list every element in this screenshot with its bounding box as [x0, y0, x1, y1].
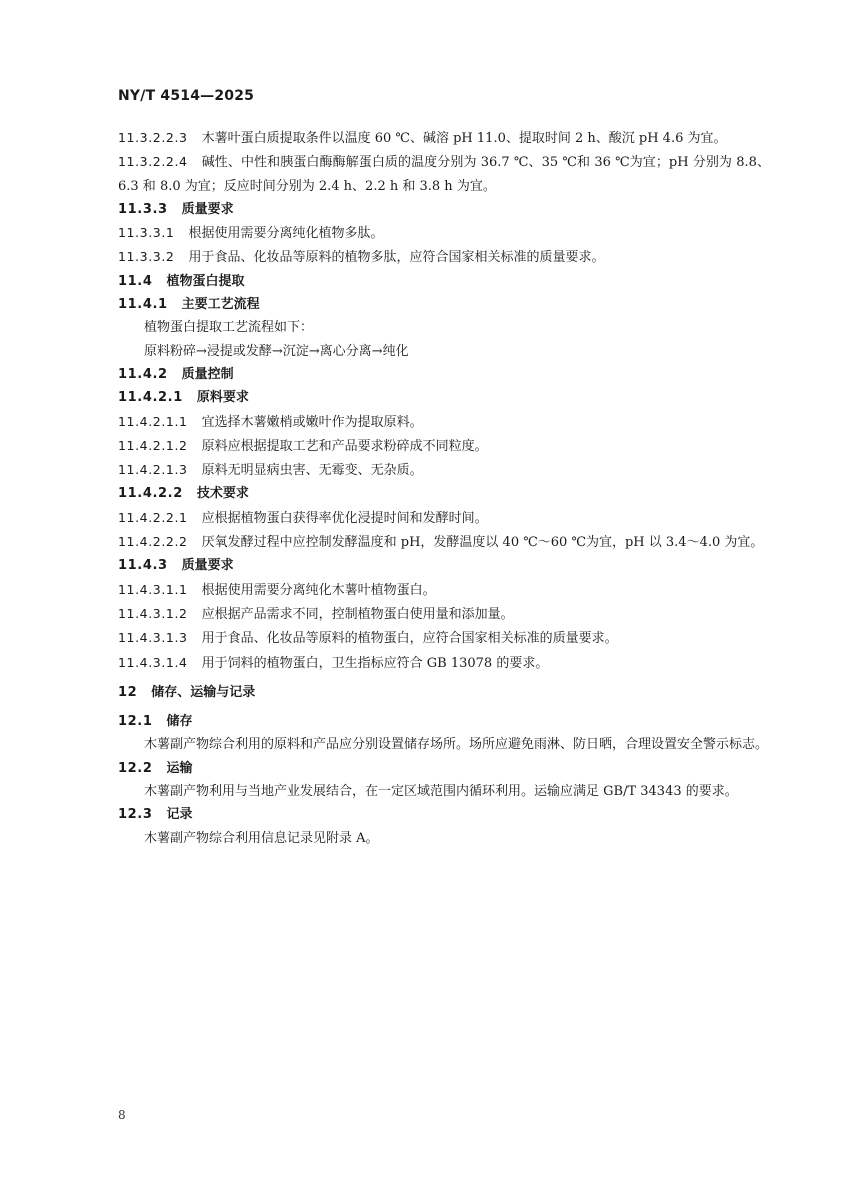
heading-number: 11.4: [118, 273, 153, 289]
heading-11-4-2-2: [118, 482, 770, 505]
clause-number: 11.3.3.1: [118, 225, 175, 241]
clause-11-3-2-2-3: [118, 126, 770, 150]
paragraph-storage: 木薯副产物综合利用的原料和产品应分别设置储存场所。场所应避免雨淋、防日晒，合理设置安全警示标志。: [144, 737, 769, 753]
clause-text: 原料无明显病虫害、无霉变、无杂质。: [201, 463, 423, 479]
heading-text: 质量要求: [181, 201, 234, 217]
heading-11-4-2-1: [118, 386, 770, 409]
heading-text: 主要工艺流程: [181, 297, 260, 313]
clause-number: 11.4.2.2.2: [118, 534, 188, 550]
heading-number: 12.1: [118, 714, 153, 730]
heading-number: 11.4.2.1: [118, 390, 183, 406]
clause-text: 厌氧发酵过程中应控制发酵温度和 pH，发酵温度以 40 ℃～60 ℃为宜，pH 以 3.4～4.0 为宜。: [201, 535, 764, 551]
clause-11-4-3-1-4: [118, 651, 770, 675]
heading-text: 原料要求: [196, 390, 249, 406]
clause-text: 应根据产品需求不同，控制植物蛋白使用量和添加量。: [201, 606, 514, 622]
clause-11-4-2-1-3: [118, 458, 770, 482]
clause-11-3-3-1: [118, 221, 770, 245]
clause-text: 宜选择木薯嫩梢或嫩叶作为提取原料。: [201, 414, 423, 430]
heading-11-4-3: [118, 554, 770, 577]
clause-11-4-3-1-1: [118, 578, 770, 602]
clause-number: 11.4.2.1.2: [118, 437, 188, 453]
clause-text: 碱性、中性和胰蛋白酶酶解蛋白质的温度分别为 36.7 ℃、35 ℃和 36 ℃为宜；pH 分别为 8.8、6.3 和 8.0 为宜；反应时间分别为 2.4 h、2.2 h 和 3.8 h 为宜。: [118, 155, 770, 194]
heading-number: 11.4.3: [118, 558, 168, 574]
heading-text: 质量控制: [181, 366, 234, 382]
clause-text: 根据使用需要分离纯化植物多肽。: [188, 226, 384, 242]
paragraph-transport: 木薯副产物利用与当地产业发展结合，在一定区域范围内循环利用。运输应满足 GB/T 34343 的要求。: [144, 784, 738, 800]
clause-number: 11.4.2.2.1: [118, 509, 188, 525]
heading-12: [118, 681, 770, 704]
heading-12-1: [118, 710, 770, 733]
heading-11-4-2: [118, 363, 770, 386]
heading-number: 12.2: [118, 760, 153, 776]
clause-11-4-3-1-2: [118, 602, 770, 626]
heading-text: 运输: [166, 760, 193, 776]
heading-number: 12: [118, 684, 138, 700]
heading-12-2: [118, 757, 770, 780]
clause-number: 11.3.2.2.3: [118, 130, 188, 145]
clause-number: 11.4.2.1.1: [118, 413, 188, 429]
document-code-header: NY/T 4514—2025: [118, 88, 255, 104]
clause-number: 11.4.3.1.3: [118, 630, 188, 646]
clause-number: 11.4.2.1.3: [118, 462, 188, 478]
heading-text: 技术要求: [196, 486, 249, 502]
paragraph-records: 木薯副产物综合利用信息记录见附录 A。: [144, 830, 379, 846]
heading-text: 质量要求: [181, 558, 234, 574]
paragraph-process-intro: 植物蛋白提取工艺流程如下：: [144, 320, 314, 336]
clause-text: 根据使用需要分离纯化木薯叶植物蛋白。: [201, 582, 436, 598]
clause-text: 原料应根据提取工艺和产品要求粉碎成不同粒度。: [201, 438, 488, 454]
heading-11-4: [118, 270, 770, 293]
heading-number: 11.4.2: [118, 366, 168, 382]
document-body: [118, 126, 770, 850]
clause-number: 11.4.3.1.1: [118, 581, 188, 597]
heading-text: 储存: [166, 714, 193, 730]
clause-text: 用于饲料的植物蛋白，卫生指标应符合 GB 13078 的要求。: [201, 655, 549, 671]
heading-text: 植物蛋白提取: [166, 273, 245, 289]
heading-12-3: [118, 803, 770, 826]
page-number: 8: [118, 1108, 126, 1122]
clause-number: 11.3.2.2.4: [118, 154, 188, 170]
heading-number: 11.4.1: [118, 297, 168, 313]
clause-11-4-3-1-3: [118, 626, 770, 650]
clause-number: 11.4.3.1.4: [118, 654, 188, 670]
heading-11-3-3: [118, 198, 770, 221]
clause-number: 11.3.3.2: [118, 249, 175, 265]
clause-11-4-2-1-2: [118, 434, 770, 458]
clause-text: 用于食品、化妆品等原料的植物多肽，应符合国家相关标准的质量要求。: [188, 250, 605, 266]
clause-11-4-2-2-2: [118, 530, 770, 554]
heading-text: 储存、运输与记录: [151, 684, 256, 700]
clause-number: 11.4.3.1.2: [118, 605, 188, 621]
clause-text: 用于食品、化妆品等原料的植物蛋白，应符合国家相关标准的质量要求。: [201, 631, 618, 647]
heading-number: 12.3: [118, 807, 153, 823]
clause-11-4-2-1-1: [118, 410, 770, 434]
clause-11-3-2-2-4: [118, 150, 770, 198]
clause-text: 应根据植物蛋白获得率优化浸提时间和发酵时间。: [201, 510, 488, 526]
heading-11-4-1: [118, 293, 770, 316]
clause-11-4-2-2-1: [118, 506, 770, 530]
clause-11-3-3-2: [118, 245, 770, 269]
heading-number: 11.3.3: [118, 201, 168, 217]
heading-text: 记录: [166, 807, 193, 823]
clause-text: 木薯叶蛋白质提取条件以温度 60 ℃、碱溶 pH 11.0、提取时间 2 h、酸沉 pH 4.6 为宜。: [201, 131, 727, 146]
paragraph-process-flow: 原料粉碎→浸提或发酵→沉淀→离心分离→纯化: [144, 343, 409, 359]
heading-number: 11.4.2.2: [118, 486, 183, 502]
